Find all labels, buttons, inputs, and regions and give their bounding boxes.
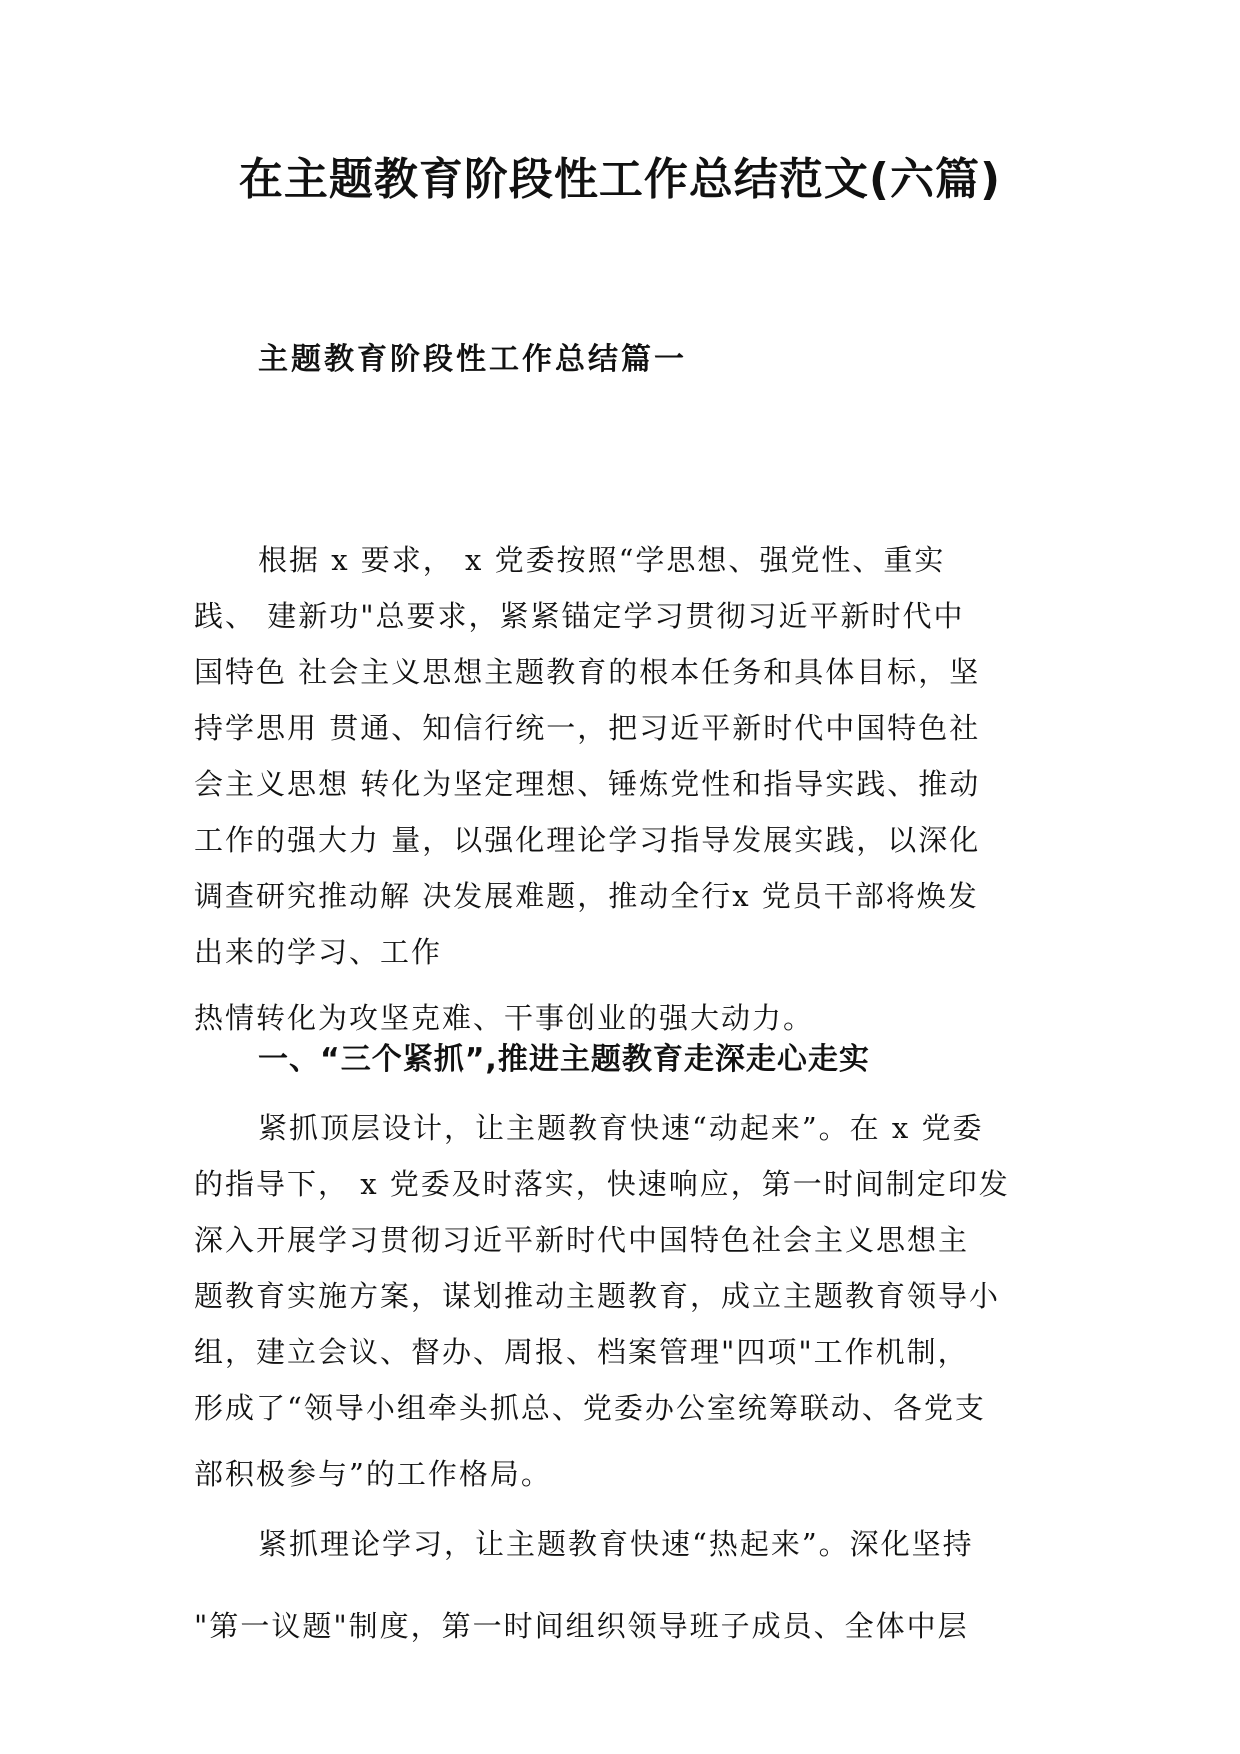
paragraph-line: 紧抓理论学习，让主题教育快速“热起来”。深化坚持: [258, 1527, 974, 1561]
paragraph-line: 题教育实施方案，谋划推动主题教育，成立主题教育领导小: [194, 1279, 1001, 1313]
paragraph-line: 形成了“领导小组牵头抓总、党委办公室统筹联动、各党支: [194, 1391, 986, 1425]
paragraph-line: 工作的强大力 量，以强化理论学习指导发展实践，以深化: [194, 823, 981, 857]
paragraph-line: "第一议题"制度，第一时间组织领导班子成员、全体中层: [194, 1609, 969, 1643]
paragraph-line: 的指导下， x 党委及时落实，快速响应，第一时间制定印发: [194, 1167, 1010, 1201]
document-title: 在主题教育阶段性工作总结范文(六篇): [238, 154, 1002, 205]
paragraph-line: 深入开展学习贯彻习近平新时代中国特色社会主义思想主: [194, 1223, 970, 1257]
paragraph-line: 国特色 社会主义思想主题教育的根本任务和具体目标，坚: [194, 655, 981, 689]
chapter-heading: 主题教育阶段性工作总结篇一: [258, 342, 687, 377]
paragraph-line: 出来的学习、工作: [194, 935, 443, 969]
paragraph-line: 会主义思想 转化为坚定理想、锤炼党性和指导实践、推动: [194, 767, 981, 801]
paragraph-line: 组，建立会议、督办、周报、档案管理"四项"工作机制，: [194, 1335, 969, 1369]
paragraph-line: 持学思用 贯通、知信行统一，把习近平新时代中国特色社: [194, 711, 981, 745]
paragraph-line: 践、 建新功"总要求，紧紧锚定学习贯彻习近平新时代中: [194, 599, 965, 633]
section-heading: 一、“三个紧抓”,推进主题教育走深走心走实: [258, 1042, 870, 1077]
paragraph-line: 根据 x 要求， x 党委按照“学思想、强党性、重实: [258, 543, 946, 577]
paragraph-line: 部积极参与”的工作格局。: [194, 1457, 552, 1491]
paragraph-line: 热情转化为攻坚克难、干事创业的强大动力。: [194, 1001, 815, 1035]
paragraph-line: 紧抓顶层设计，让主题教育快速“动起来”。在 x 党委: [258, 1111, 984, 1145]
paragraph-line: 调查研究推动解 决发展难题，推动全行x 党员干部将焕发: [194, 879, 979, 913]
